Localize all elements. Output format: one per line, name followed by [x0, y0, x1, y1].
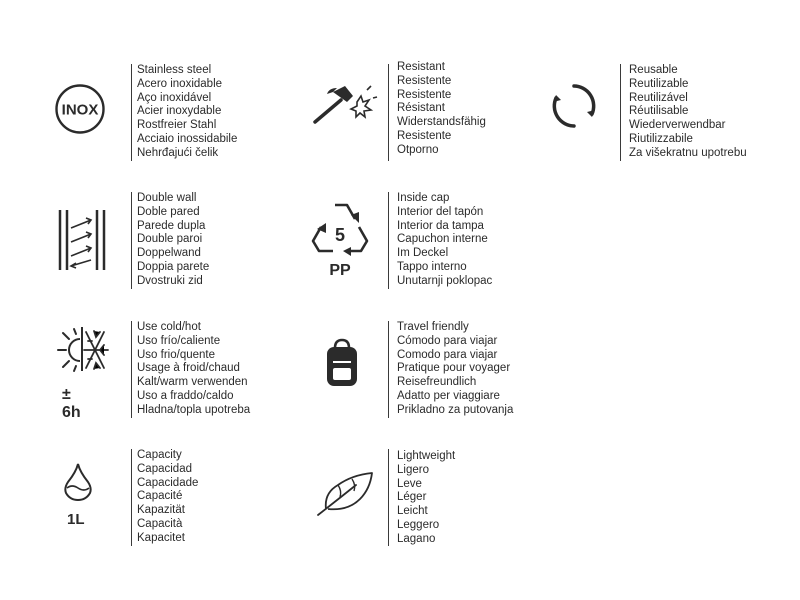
svg-text:PP: PP — [329, 262, 351, 279]
label-line: Capacità — [137, 517, 183, 530]
label-line: Uso frío/caliente — [137, 334, 221, 347]
label-line: Tappo interno — [397, 260, 467, 273]
backpack-icon — [325, 338, 359, 388]
label-line: Capacidade — [137, 476, 199, 489]
svg-text:5: 5 — [334, 225, 346, 245]
label-line: Uso a fraddo/caldo — [137, 389, 234, 402]
label-line: Acciaio inossidabile — [137, 132, 238, 145]
label-list — [397, 192, 492, 289]
label-line: Inside cap — [397, 192, 450, 204]
label-line: Doppelwand — [137, 247, 201, 260]
label-line: Doble pared — [137, 205, 200, 218]
label-line: Dvostruki zid — [137, 274, 203, 287]
label-line: Capacité — [137, 490, 183, 503]
label-line: Use cold/hot — [137, 321, 201, 333]
label-line: Resistente — [397, 74, 452, 87]
label-line: Kapacitet — [137, 531, 185, 544]
label-line: Widerstandsfähig — [397, 116, 486, 129]
label-line: Riutilizzabile — [629, 132, 693, 145]
label-list — [137, 64, 237, 161]
label-line: Resistente — [397, 88, 452, 101]
label-line: Adatto per viaggiare — [397, 389, 500, 402]
label-line: Uso frio/quente — [137, 348, 215, 361]
label-line: Stainless steel — [137, 64, 212, 76]
label-line: Aço inoxidável — [137, 91, 212, 104]
label-line: Léger — [397, 491, 427, 504]
label-line: Lightweight — [397, 450, 456, 462]
reuse-circle-icon — [549, 81, 599, 131]
label-line: Leggero — [397, 518, 440, 531]
double-wall-icon — [57, 208, 107, 272]
label-list — [397, 61, 486, 158]
plus-minus-sign: ± — [62, 386, 71, 403]
label-list — [629, 64, 747, 161]
label-line: Lagano — [397, 532, 436, 545]
divider — [131, 321, 132, 418]
label-line: Im Deckel — [397, 247, 449, 260]
label-list — [137, 321, 250, 418]
duration-label — [62, 386, 81, 422]
divider — [388, 321, 389, 418]
label-line: Ligero — [397, 463, 429, 476]
label-line: Wiederverwendbar — [629, 119, 726, 132]
divider — [131, 64, 132, 161]
divider — [131, 192, 132, 289]
label-line: Resistant — [397, 61, 445, 73]
label-line: Kalt/warm verwenden — [137, 376, 248, 389]
label-line: Comodo para viajar — [397, 348, 498, 361]
label-line: Pratique pour voyager — [397, 362, 511, 375]
label-line: Leicht — [397, 505, 428, 518]
divider — [388, 449, 389, 546]
label-line: Usage à froid/chaud — [137, 362, 240, 375]
label-line: Réutilisable — [629, 105, 689, 118]
recycle-pp-icon — [309, 199, 373, 279]
label-list — [137, 449, 198, 546]
label-line: Acero inoxidable — [137, 77, 223, 90]
volume-label: 1L — [67, 511, 85, 528]
divider — [388, 192, 389, 289]
label-line: Capuchon interne — [397, 233, 488, 246]
label-line: Reutilizable — [629, 77, 689, 90]
label-line: Interior del tapón — [397, 205, 484, 218]
label-line: Acier inoxydable — [137, 105, 222, 118]
label-line: Doppia parete — [137, 260, 210, 273]
label-line: Otporno — [397, 143, 439, 156]
label-line: Hladna/topla upotreba — [137, 403, 251, 416]
label-line: Nehrđajući čelik — [137, 146, 219, 159]
svg-text:INOX: INOX — [61, 101, 99, 119]
label-line: Cómodo para viajar — [397, 334, 498, 347]
label-line: Prikladno za putovanja — [397, 403, 514, 416]
label-line: Kapazität — [137, 504, 185, 517]
divider — [620, 64, 621, 161]
label-line: Double paroi — [137, 233, 203, 246]
label-line: Capacidad — [137, 462, 192, 475]
label-line: Reutilizável — [629, 91, 688, 104]
sun-snowflake-icon — [54, 327, 110, 373]
label-line: Za višekratnu upotrebu — [629, 146, 747, 159]
label-line: Reusable — [629, 64, 678, 76]
label-line: Unutarnji poklopac — [397, 274, 493, 287]
label-line: Rostfreier Stahl — [137, 119, 217, 132]
label-line: Travel friendly — [397, 321, 469, 333]
feather-icon — [316, 471, 376, 517]
label-list — [137, 192, 209, 289]
label-line: Résistant — [397, 102, 445, 115]
label-line: Parede dupla — [137, 219, 206, 232]
label-list — [397, 321, 513, 418]
hours-value: 6h — [62, 404, 81, 421]
inox-badge-icon — [54, 83, 106, 135]
water-drop-icon — [63, 462, 93, 502]
hammer-impact-icon — [309, 84, 379, 128]
label-line: Resistente — [397, 129, 452, 142]
label-list — [397, 450, 455, 547]
label-line: Capacity — [137, 449, 182, 461]
divider — [388, 64, 389, 161]
label-line: Leve — [397, 477, 422, 490]
label-line: Reisefreundlich — [397, 376, 477, 389]
divider — [131, 449, 132, 546]
label-line: Interior da tampa — [397, 219, 484, 232]
label-line: Double wall — [137, 192, 197, 204]
